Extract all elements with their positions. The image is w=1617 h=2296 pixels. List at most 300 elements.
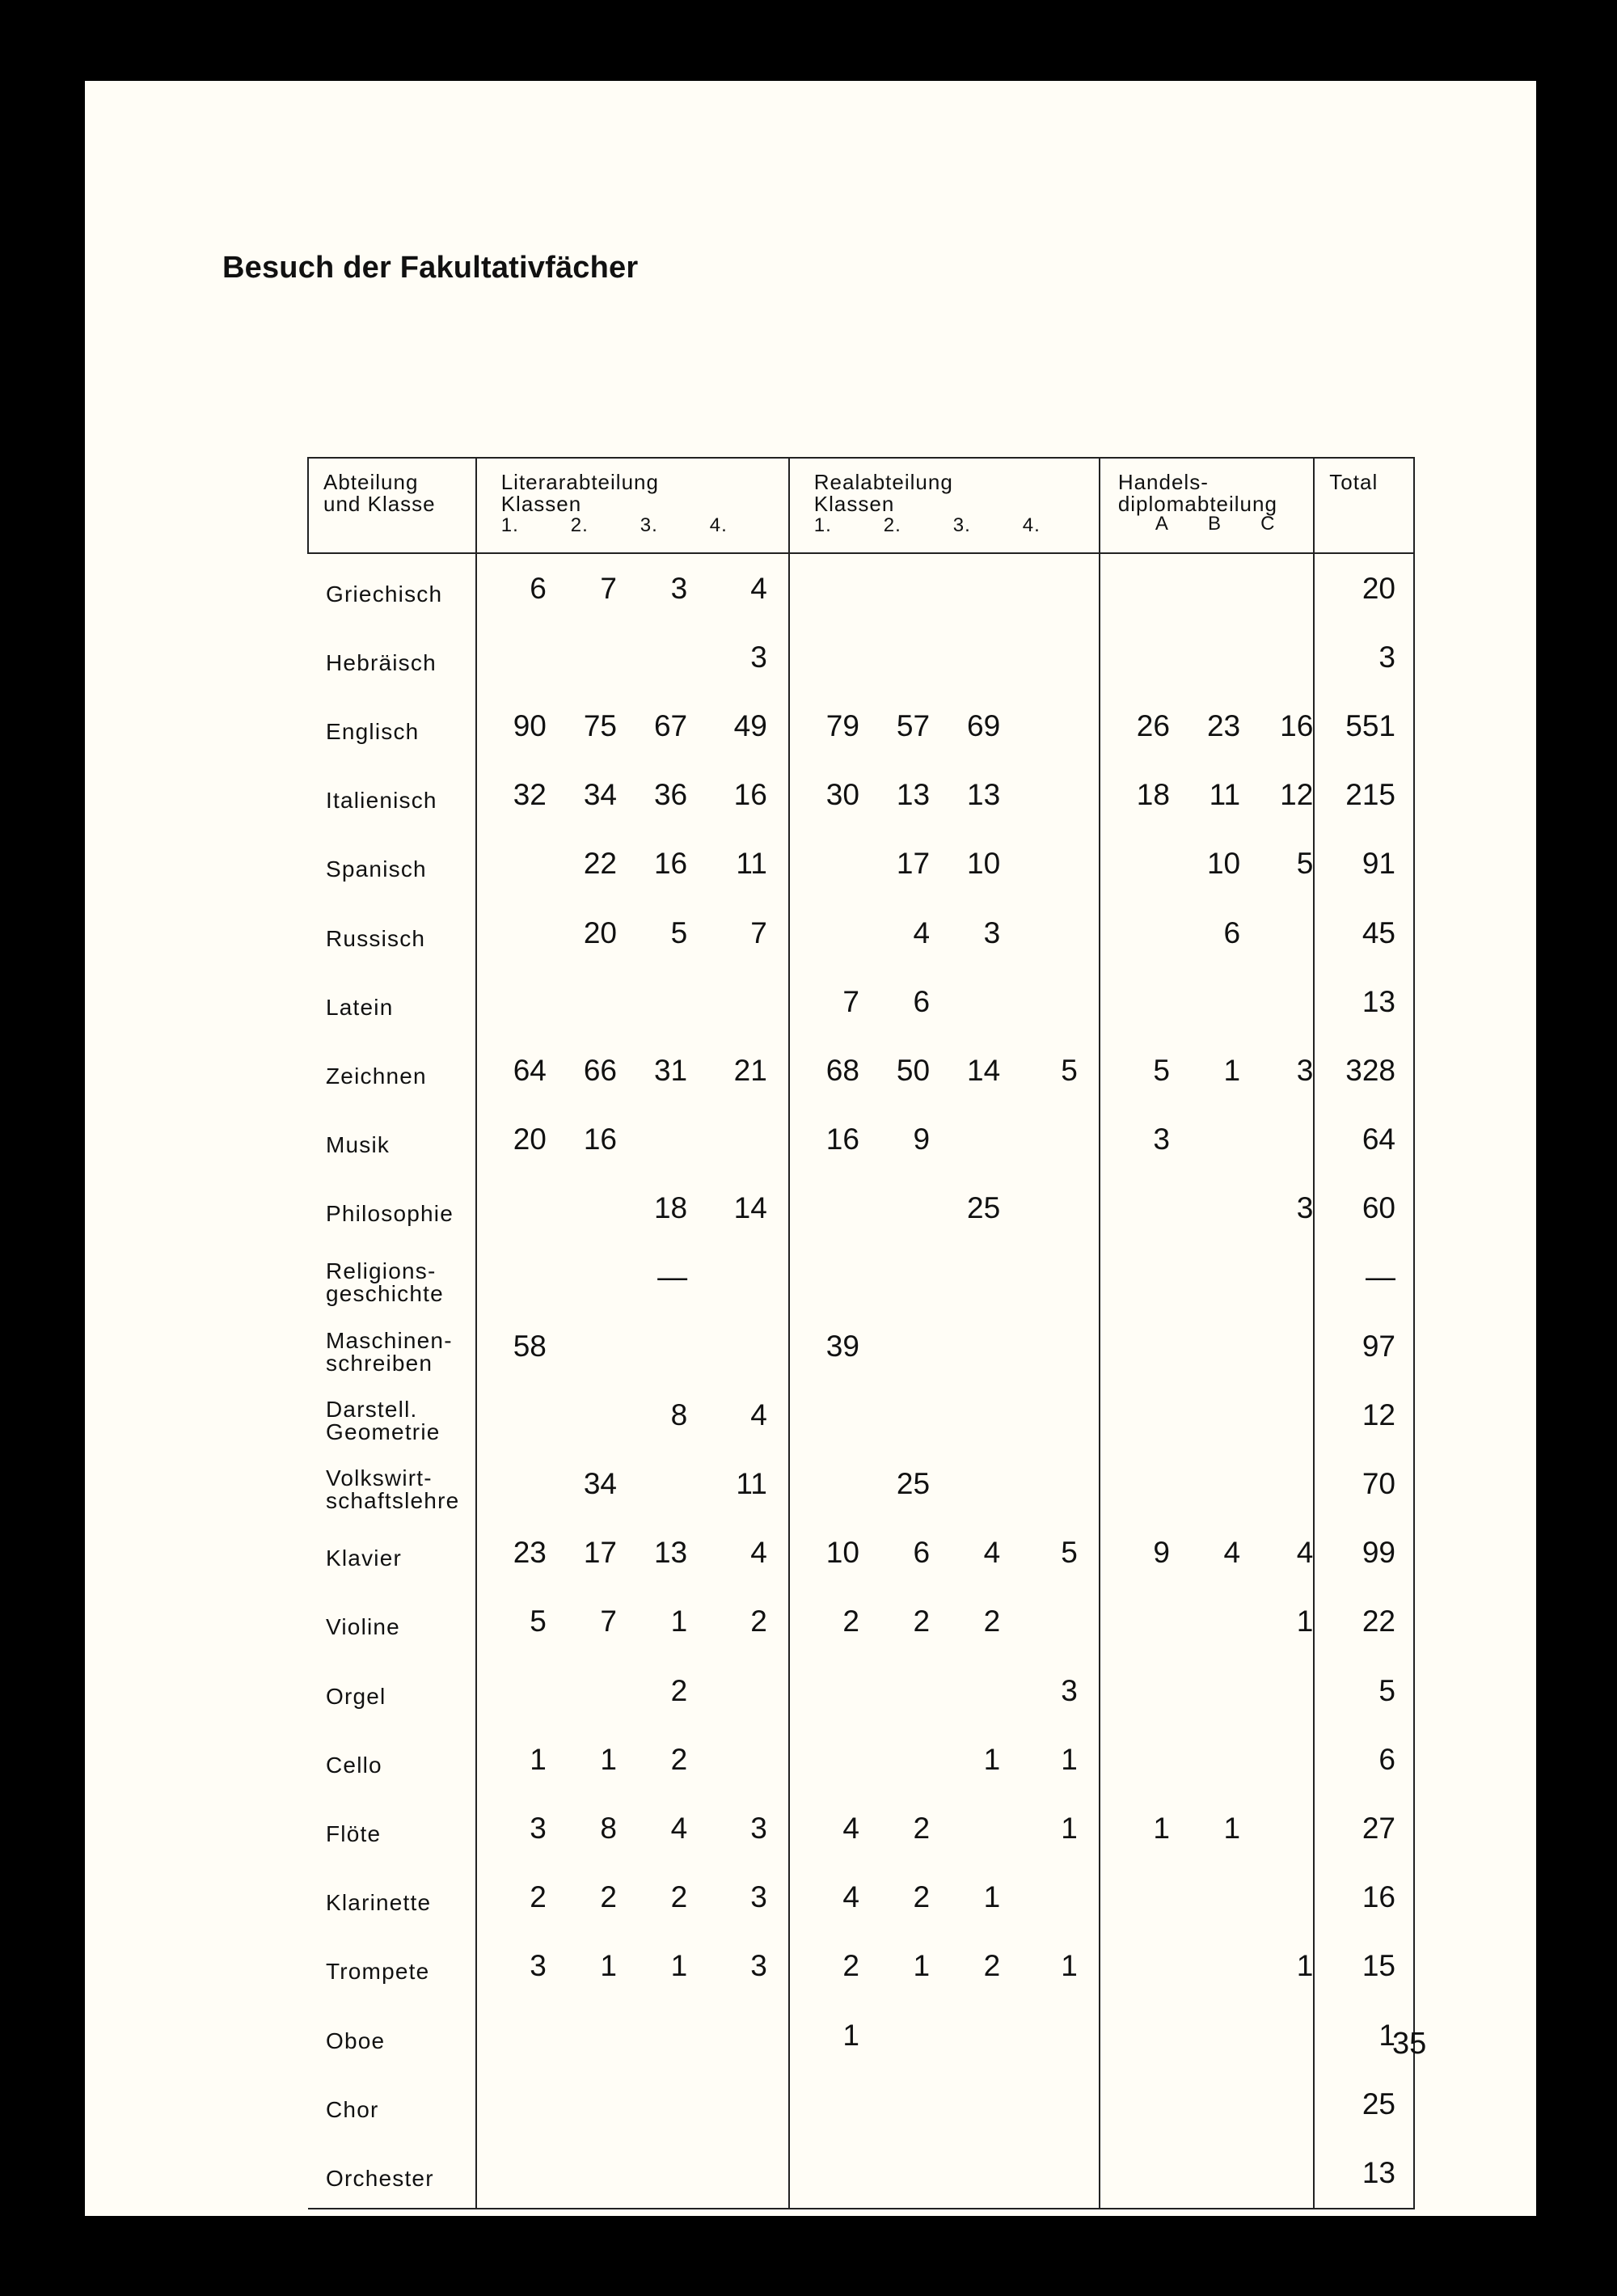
real-cell: 30 <box>789 761 859 830</box>
literar-cell: 2 <box>670 1742 688 1776</box>
literar-cell: 11 <box>736 1467 767 1501</box>
literar-cell: 1 <box>600 1742 617 1776</box>
real-cell: 2 <box>789 1588 859 1656</box>
total-cell: 27 <box>1314 1794 1414 1863</box>
real-cell: 4 <box>789 1863 859 1932</box>
literar-cell: 4 <box>670 1811 688 1845</box>
literar-cell: 2 <box>600 1880 617 1914</box>
real-cell: 5 <box>1061 1053 1078 1087</box>
literar-cell <box>476 1243 547 1312</box>
subject-label <box>308 1243 476 1312</box>
real-cell <box>930 967 1000 1036</box>
subject-label-line: Religions- <box>326 1258 437 1284</box>
real-cell: 13 <box>967 778 1001 812</box>
handels-cell <box>1170 623 1240 691</box>
literar-cell: 34 <box>583 778 617 812</box>
handels-cell <box>1100 1449 1170 1518</box>
subject-label <box>308 1449 476 1518</box>
handels-cell: 16 <box>1280 708 1314 742</box>
real-cell: 9 <box>913 1123 931 1156</box>
real-cell: 1 <box>1061 1949 1078 1983</box>
handels-cell: 18 <box>1100 761 1170 830</box>
table-row <box>308 1519 1414 1588</box>
real-cell <box>1000 967 1100 1036</box>
literar-cell: 5 <box>670 915 688 949</box>
subject-label <box>308 2138 476 2208</box>
real-cell <box>930 1243 1000 1312</box>
real-cell: 16 <box>789 1106 859 1174</box>
literar-cell: 2 <box>750 1605 767 1638</box>
real-cell <box>859 1174 930 1243</box>
total-cell: 70 <box>1314 1449 1414 1518</box>
literar-cell <box>617 623 687 691</box>
total-cell: 20 <box>1314 553 1414 623</box>
handels-cell <box>1100 1174 1170 1243</box>
literar-cell: 8 <box>670 1397 688 1431</box>
handels-cell <box>1100 1725 1170 1794</box>
literar-cell <box>476 623 547 691</box>
real-cell: 1 <box>913 1949 931 1983</box>
total-cell: — <box>1314 1243 1414 1312</box>
real-cell: 1 <box>1061 1742 1078 1776</box>
total-cell: 91 <box>1314 830 1414 899</box>
literar-cell: 5 <box>476 1588 547 1656</box>
literar-cell <box>547 1174 617 1243</box>
literar-cell: 75 <box>583 708 617 742</box>
handels-cell: 3 <box>1100 1106 1170 1174</box>
literar-cell <box>687 967 789 1036</box>
handels-cell <box>1240 1863 1314 1932</box>
handels-cell: 26 <box>1100 691 1170 760</box>
literar-cell: 20 <box>476 1106 547 1174</box>
handels-cell <box>1100 1312 1170 1381</box>
literar-cell: 2 <box>670 1673 688 1707</box>
subject-label-line: Oboe <box>326 2027 386 2053</box>
total-cell: 6 <box>1314 1725 1414 1794</box>
subject-label <box>308 1588 476 1656</box>
real-cell <box>1000 1449 1100 1518</box>
real-cell <box>1000 1863 1100 1932</box>
subject-label <box>308 899 476 967</box>
real-cell <box>1000 1381 1100 1449</box>
total-cell: 551 <box>1314 691 1414 760</box>
real-cell: 25 <box>896 1467 931 1501</box>
literar-cell: 23 <box>476 1519 547 1588</box>
subject-label-line: Latein <box>326 994 394 1020</box>
subject-label <box>308 1656 476 1725</box>
handels-cell <box>1240 2001 1314 2070</box>
table-row <box>308 967 1414 1036</box>
handels-cell <box>1100 2070 1170 2138</box>
total-cell: 3 <box>1314 623 1414 691</box>
subject-label <box>308 967 476 1036</box>
subject-label-line: Orgel <box>326 1683 386 1709</box>
handels-cell: 5 <box>1100 1036 1170 1105</box>
literar-cell: 20 <box>583 915 617 949</box>
literar-cell <box>687 1243 789 1312</box>
real-cell <box>930 1106 1000 1174</box>
literar-cell <box>687 1312 789 1381</box>
handels-cell <box>1100 623 1170 691</box>
real-cell: 10 <box>789 1519 859 1588</box>
literar-cell <box>687 2070 789 2138</box>
subject-label-line: Maschinen- <box>326 1327 453 1353</box>
literar-cell: 13 <box>653 1536 688 1570</box>
handels-cell <box>1100 553 1170 623</box>
handels-cell <box>1170 2138 1240 2208</box>
subject-label-line: Darstell. <box>326 1396 418 1422</box>
handels-cell: 11 <box>1209 778 1241 812</box>
subject-label-line: Flöte <box>326 1820 382 1846</box>
literar-cell: 22 <box>583 847 617 881</box>
subject-label <box>308 1932 476 2001</box>
header-row-label-line: Abteilung <box>323 470 419 494</box>
literar-cell <box>617 1106 687 1174</box>
real-cell <box>789 1174 859 1243</box>
real-cell <box>1000 1312 1100 1381</box>
handels-cell: 5 <box>1296 847 1314 881</box>
literar-cell: 67 <box>653 708 688 742</box>
handels-cell <box>1240 553 1314 623</box>
literar-cell <box>617 967 687 1036</box>
table-row <box>308 2138 1414 2208</box>
real-cell <box>859 2070 930 2138</box>
table-row <box>308 1036 1414 1105</box>
real-cell <box>789 1656 859 1725</box>
literar-cell: — <box>657 1260 688 1294</box>
subject-label <box>308 2070 476 2138</box>
real-cell <box>1000 1174 1100 1243</box>
header-class-label: A <box>1155 513 1169 535</box>
header-group-name: diplomabteilung <box>1117 491 1277 516</box>
real-cell <box>789 830 859 899</box>
handels-cell <box>1170 2070 1240 2138</box>
real-cell <box>1000 899 1100 967</box>
real-cell <box>930 553 1000 623</box>
handels-cell <box>1240 623 1314 691</box>
total-cell: 328 <box>1314 1036 1414 1105</box>
subject-label-line: Klarinette <box>326 1890 432 1916</box>
subject-label-line: schreiben <box>326 1350 433 1376</box>
handels-cell <box>1240 1106 1314 1174</box>
literar-cell: 3 <box>750 1811 767 1845</box>
literar-cell: 3 <box>750 1880 767 1914</box>
real-cell <box>789 2070 859 2138</box>
subject-label-line: Orchester <box>326 2165 434 2191</box>
subject-label-line: Chor <box>326 2096 379 2122</box>
header-handelsdiplomabteilung <box>1100 458 1314 553</box>
real-cell: 50 <box>896 1053 931 1087</box>
literar-cell <box>547 2138 617 2208</box>
real-cell: 2 <box>913 1605 931 1638</box>
table-row <box>308 1106 1414 1174</box>
real-cell: 13 <box>896 778 931 812</box>
subject-label-line: Philosophie <box>326 1201 454 1227</box>
handels-cell <box>1100 2138 1170 2208</box>
literar-cell <box>547 1312 617 1381</box>
table-row <box>308 623 1414 691</box>
real-cell <box>789 553 859 623</box>
total-cell: 16 <box>1314 1863 1414 1932</box>
literar-cell: 31 <box>653 1053 688 1087</box>
total-cell: 13 <box>1314 967 1414 1036</box>
literar-cell: 17 <box>583 1536 617 1570</box>
real-cell <box>789 623 859 691</box>
real-cell: 7 <box>789 967 859 1036</box>
real-cell <box>1000 1588 1100 1656</box>
literar-cell: 16 <box>653 847 688 881</box>
real-cell: 79 <box>789 691 859 760</box>
real-cell: 4 <box>913 915 931 949</box>
literar-cell <box>617 2001 687 2070</box>
table-row <box>308 1588 1414 1656</box>
subject-label-line: Musik <box>326 1132 391 1158</box>
header-class-label: 2. <box>570 514 589 537</box>
table-row <box>308 1243 1414 1312</box>
handels-cell: 10 <box>1206 847 1241 881</box>
literar-cell <box>547 2001 617 2070</box>
table-row <box>308 1725 1414 1794</box>
handels-cell <box>1100 1588 1170 1656</box>
literar-cell: 32 <box>476 761 547 830</box>
literar-cell: 1 <box>670 1949 688 1983</box>
table-row <box>308 830 1414 899</box>
literar-cell: 90 <box>476 691 547 760</box>
literar-cell: 18 <box>653 1191 688 1225</box>
real-cell: 17 <box>896 847 931 881</box>
real-cell <box>930 1794 1000 1863</box>
real-cell <box>789 2138 859 2208</box>
header-total: Total <box>1314 458 1414 553</box>
table-row <box>308 899 1414 967</box>
handels-cell <box>1170 1312 1240 1381</box>
subject-label-line: Trompete <box>326 1959 430 1985</box>
table-body <box>308 553 1414 2209</box>
header-class-label: 1. <box>500 514 519 537</box>
literar-cell: 7 <box>750 915 767 949</box>
literar-cell: 16 <box>733 778 767 812</box>
real-cell <box>859 1243 930 1312</box>
real-cell: 4 <box>789 1794 859 1863</box>
literar-cell <box>476 967 547 1036</box>
handels-cell <box>1100 967 1170 1036</box>
handels-cell <box>1240 967 1314 1036</box>
real-cell <box>859 623 930 691</box>
subject-label-line: Violine <box>326 1614 400 1640</box>
handels-cell <box>1100 1863 1170 1932</box>
literar-cell: 66 <box>583 1053 617 1087</box>
page-title: Besuch der Fakultativfächer <box>222 251 639 285</box>
handels-cell: 9 <box>1100 1519 1170 1588</box>
subject-label <box>308 1036 476 1105</box>
header-literarabteilung <box>476 458 789 553</box>
table-row <box>308 1932 1414 2001</box>
real-cell <box>859 2001 930 2070</box>
real-cell: 57 <box>896 708 931 742</box>
handels-cell <box>1240 1725 1314 1794</box>
real-cell <box>1000 830 1100 899</box>
real-cell: 2 <box>913 1811 931 1845</box>
total-cell: 45 <box>1314 899 1414 967</box>
real-cell <box>930 1449 1000 1518</box>
header-class-label: 4. <box>709 514 728 537</box>
handels-cell <box>1100 830 1170 899</box>
literar-cell <box>476 1449 547 1518</box>
real-cell <box>1000 761 1100 830</box>
real-cell <box>1000 623 1100 691</box>
handels-cell <box>1240 1243 1314 1312</box>
real-cell <box>789 899 859 967</box>
literar-cell: 7 <box>600 1605 617 1638</box>
handels-cell <box>1170 1725 1240 1794</box>
total-cell: 5 <box>1314 1656 1414 1725</box>
real-cell: 5 <box>1061 1536 1078 1570</box>
subject-label-line: Hebräisch <box>326 649 437 675</box>
handels-cell <box>1170 1656 1240 1725</box>
literar-cell: 36 <box>653 778 688 812</box>
literar-cell: 58 <box>476 1312 547 1381</box>
literar-cell: 2 <box>670 1880 688 1914</box>
subject-label <box>308 623 476 691</box>
real-cell <box>930 1381 1000 1449</box>
literar-cell: 1 <box>476 1725 547 1794</box>
real-cell: 3 <box>983 915 1001 949</box>
total-cell: 60 <box>1314 1174 1414 1243</box>
table-row <box>308 1863 1414 1932</box>
handels-cell <box>1100 899 1170 967</box>
handels-cell <box>1170 1381 1240 1449</box>
subject-label <box>308 1312 476 1381</box>
literar-cell: 11 <box>736 847 767 881</box>
real-cell: 6 <box>913 1536 931 1570</box>
table-header-row <box>308 458 1414 553</box>
header-class-label: 1. <box>813 514 832 537</box>
handels-cell: 4 <box>1223 1536 1241 1570</box>
subject-label-line: Spanisch <box>326 856 427 882</box>
total-cell: 15 <box>1314 1932 1414 2001</box>
subject-label <box>308 1174 476 1243</box>
table-row <box>308 2070 1414 2138</box>
subject-label <box>308 1863 476 1932</box>
real-cell <box>930 623 1000 691</box>
total-cell: 215 <box>1314 761 1414 830</box>
handels-cell <box>1100 2001 1170 2070</box>
handels-cell <box>1240 1449 1314 1518</box>
real-cell <box>1000 2070 1100 2138</box>
table-row <box>308 691 1414 760</box>
literar-cell: 6 <box>476 553 547 623</box>
real-cell <box>789 1449 859 1518</box>
table-row <box>308 1381 1414 1449</box>
literar-cell: 3 <box>670 571 688 605</box>
real-cell: 68 <box>789 1036 859 1105</box>
subject-label <box>308 1794 476 1863</box>
literar-cell: 16 <box>583 1123 617 1156</box>
subject-label <box>308 1519 476 1588</box>
literar-cell: 7 <box>600 571 617 605</box>
real-cell: 6 <box>913 984 931 1018</box>
handels-cell <box>1240 1794 1314 1863</box>
subject-label <box>308 2001 476 2070</box>
literar-cell <box>476 2001 547 2070</box>
real-cell: 1 <box>1061 1811 1078 1845</box>
handels-cell: 3 <box>1296 1053 1314 1087</box>
total-cell: 1 <box>1314 2001 1414 2070</box>
real-cell <box>859 2138 930 2208</box>
real-cell <box>859 1381 930 1449</box>
handels-cell <box>1240 1312 1314 1381</box>
subject-label-line: schaftslehre <box>326 1488 460 1514</box>
real-cell: 2 <box>983 1605 1001 1638</box>
subject-label-line: Geometrie <box>326 1419 441 1444</box>
subject-label-line: Englisch <box>326 718 420 744</box>
literar-cell <box>547 967 617 1036</box>
literar-cell: 3 <box>750 1949 767 1983</box>
header-class-label: C <box>1260 513 1276 535</box>
literar-cell: 1 <box>670 1605 688 1638</box>
literar-cell <box>617 2070 687 2138</box>
literar-cell <box>476 1656 547 1725</box>
literar-cell: 64 <box>476 1036 547 1105</box>
table-row <box>308 2001 1414 2070</box>
real-cell: 3 <box>1061 1673 1078 1707</box>
handels-cell <box>1170 1106 1240 1174</box>
literar-cell: 4 <box>750 571 767 605</box>
handels-cell <box>1170 1174 1240 1243</box>
handels-cell <box>1100 1656 1170 1725</box>
table-row <box>308 1312 1414 1381</box>
table-row <box>308 761 1414 830</box>
literar-cell: 3 <box>476 1794 547 1863</box>
total-cell: 12 <box>1314 1381 1414 1449</box>
literar-cell: 1 <box>600 1949 617 1983</box>
header-group-sub: Klassen <box>500 491 582 516</box>
total-cell: 97 <box>1314 1312 1414 1381</box>
subject-label-line: Klavier <box>326 1545 402 1571</box>
real-cell <box>1000 553 1100 623</box>
header-group-sub: Klassen <box>813 491 895 516</box>
handels-cell: 1 <box>1296 1605 1314 1638</box>
handels-cell <box>1170 1243 1240 1312</box>
literar-cell: 21 <box>733 1053 767 1087</box>
subject-label-line: geschichte <box>326 1281 444 1307</box>
header-realabteilung <box>789 458 1100 553</box>
subject-label-line: Volkswirt- <box>326 1465 433 1491</box>
handels-cell <box>1240 1656 1314 1725</box>
literar-cell <box>687 2138 789 2208</box>
real-cell <box>859 553 930 623</box>
subject-label <box>308 1106 476 1174</box>
literar-cell <box>617 2138 687 2208</box>
real-cell <box>789 1243 859 1312</box>
header-group-name: Literarabteilung <box>500 470 659 494</box>
handels-cell: 3 <box>1296 1191 1314 1225</box>
real-cell <box>1000 1106 1100 1174</box>
handels-cell <box>1240 899 1314 967</box>
handels-cell <box>1170 1863 1240 1932</box>
literar-cell: 3 <box>750 640 767 674</box>
literar-cell <box>617 1312 687 1381</box>
real-cell <box>859 1312 930 1381</box>
subject-label-line: Cello <box>326 1752 382 1778</box>
handels-cell: 1 <box>1296 1949 1314 1983</box>
real-cell: 1 <box>983 1880 1001 1914</box>
handels-cell <box>1170 1449 1240 1518</box>
literar-cell <box>687 1725 789 1794</box>
subject-label <box>308 1381 476 1449</box>
real-cell <box>859 1656 930 1725</box>
literar-cell: 34 <box>583 1467 617 1501</box>
